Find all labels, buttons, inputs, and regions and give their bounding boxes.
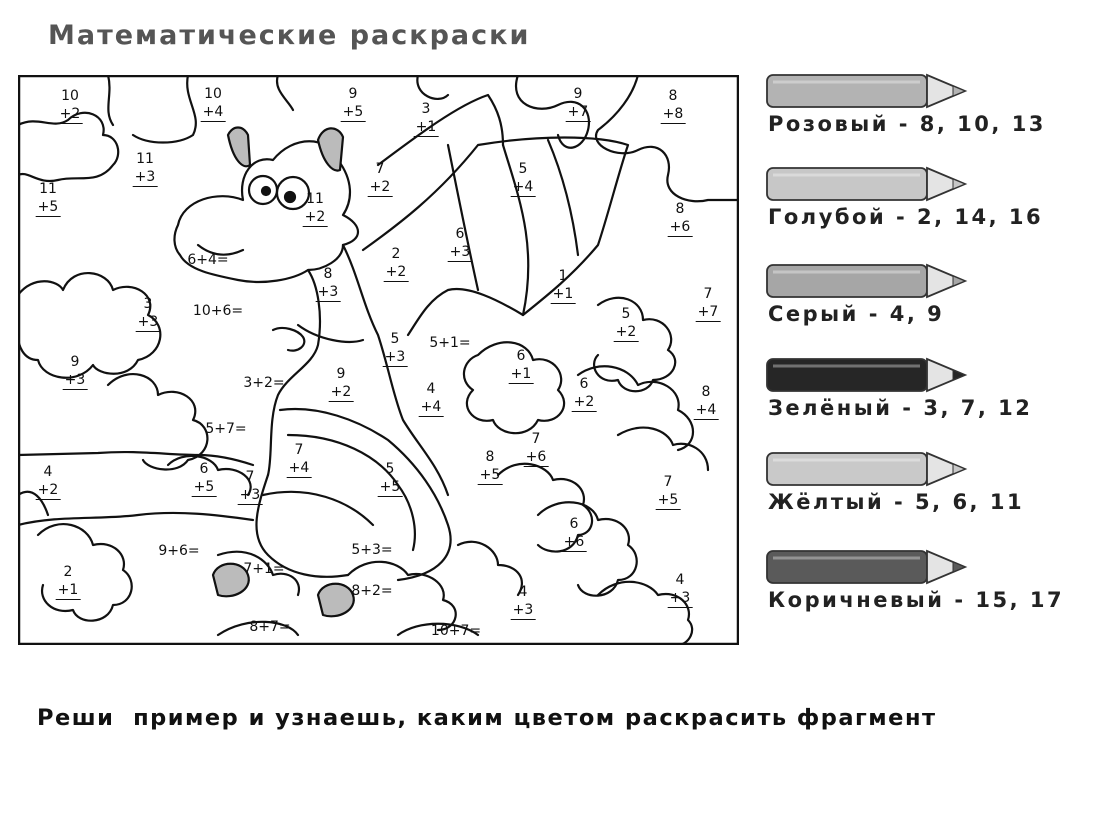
legend-label: Серый - 4, 9 bbox=[768, 302, 945, 326]
problem-addend: +5 bbox=[379, 479, 401, 495]
problem-first-number: 3 bbox=[421, 101, 431, 117]
addition-problem bbox=[329, 365, 354, 402]
problem-first-number: 5 bbox=[385, 461, 395, 477]
problem-addend: +6 bbox=[563, 534, 585, 550]
addition-problem bbox=[136, 295, 161, 332]
expression-label: 10+6= bbox=[192, 303, 244, 319]
expression-label: 5+7= bbox=[205, 421, 247, 437]
expression-label: 7+1= bbox=[243, 561, 285, 577]
addition-problem bbox=[614, 305, 639, 342]
problem-first-number: 6 bbox=[579, 376, 589, 392]
addition-problem bbox=[668, 200, 693, 237]
expression-label: 8+2= bbox=[351, 583, 393, 599]
legend-item bbox=[760, 262, 1080, 350]
problem-addend: +7 bbox=[567, 104, 589, 120]
problem-first-number: 6 bbox=[199, 461, 209, 477]
problem-addend: +2 bbox=[615, 324, 637, 340]
problem-addend: +3 bbox=[669, 590, 691, 606]
addition-problem bbox=[509, 347, 534, 384]
problem-addend: +3 bbox=[134, 169, 156, 185]
expression-label: 10+7= bbox=[430, 623, 482, 639]
problem-first-number: 5 bbox=[621, 306, 631, 322]
addition-problem bbox=[524, 430, 549, 467]
problem-first-number: 7 bbox=[703, 286, 713, 302]
addition-problem bbox=[572, 375, 597, 412]
problem-first-number: 1 bbox=[558, 268, 568, 284]
problem-first-number: 8 bbox=[668, 88, 678, 104]
problem-addend: +3 bbox=[137, 314, 159, 330]
addition-problem bbox=[341, 85, 366, 122]
addition-problem bbox=[696, 285, 721, 322]
expression-label: 5+1= bbox=[429, 335, 471, 351]
addition-problem bbox=[201, 85, 226, 122]
addition-problem bbox=[384, 245, 409, 282]
addition-problem bbox=[36, 180, 61, 217]
pencil-icon bbox=[765, 262, 985, 302]
problem-addend: +3 bbox=[512, 602, 534, 618]
problem-first-number: 4 bbox=[675, 572, 685, 588]
addition-problem bbox=[566, 85, 591, 122]
problem-addend: +4 bbox=[420, 399, 442, 415]
addition-problem bbox=[414, 100, 439, 137]
addition-problem bbox=[383, 330, 408, 367]
problem-addend: +3 bbox=[317, 284, 339, 300]
legend-item bbox=[760, 72, 1080, 160]
addition-problem bbox=[56, 563, 81, 600]
pencil-icon bbox=[765, 165, 985, 205]
addition-problem bbox=[316, 265, 341, 302]
problem-addend: +1 bbox=[510, 366, 532, 382]
problem-addend: +5 bbox=[193, 479, 215, 495]
addition-problem bbox=[448, 225, 473, 262]
addition-problem bbox=[419, 380, 444, 417]
addition-problem bbox=[511, 583, 536, 620]
addition-problem bbox=[656, 473, 681, 510]
addition-problem bbox=[694, 383, 719, 420]
problem-addend: +6 bbox=[525, 449, 547, 465]
problem-first-number: 9 bbox=[336, 366, 346, 382]
problem-addend: +4 bbox=[288, 460, 310, 476]
problem-first-number: 6 bbox=[455, 226, 465, 242]
legend-item bbox=[760, 165, 1080, 253]
legend-item bbox=[760, 548, 1080, 636]
problem-addend: +6 bbox=[669, 219, 691, 235]
problem-addend: +4 bbox=[695, 402, 717, 418]
problem-first-number: 11 bbox=[136, 151, 154, 167]
instruction-text: Реши пример и узнаешь, каким цветом раскрасить фрагмент bbox=[37, 705, 937, 731]
legend-label: Зелёный - 3, 7, 12 bbox=[768, 396, 1033, 420]
addition-problem bbox=[668, 571, 693, 608]
expression-label: 6+4= bbox=[187, 252, 229, 268]
problem-first-number: 11 bbox=[39, 181, 57, 197]
problem-first-number: 9 bbox=[573, 86, 583, 102]
problem-first-number: 4 bbox=[518, 584, 528, 600]
problem-addend: +5 bbox=[657, 492, 679, 508]
problem-first-number: 10 bbox=[204, 86, 222, 102]
addition-problem bbox=[58, 87, 83, 124]
problem-first-number: 9 bbox=[348, 86, 358, 102]
legend-label: Голубой - 2, 14, 16 bbox=[768, 205, 1044, 229]
problem-first-number: 2 bbox=[391, 246, 401, 262]
problem-addend: +4 bbox=[512, 179, 534, 195]
addition-problem bbox=[192, 460, 217, 497]
problem-first-number: 8 bbox=[675, 201, 685, 217]
problem-first-number: 8 bbox=[323, 266, 333, 282]
pencil-icon bbox=[765, 72, 985, 112]
coloring-picture bbox=[18, 75, 739, 645]
pencil-icon bbox=[765, 356, 985, 396]
addition-problem bbox=[511, 160, 536, 197]
problem-addend: +5 bbox=[479, 467, 501, 483]
problem-first-number: 7 bbox=[245, 469, 255, 485]
problem-addend: +3 bbox=[239, 487, 261, 503]
addition-problem bbox=[133, 150, 158, 187]
problem-addend: +5 bbox=[342, 104, 364, 120]
problem-addend: +7 bbox=[697, 304, 719, 320]
page-title: Математические раскраски bbox=[48, 20, 531, 51]
problem-first-number: 7 bbox=[294, 442, 304, 458]
problem-addend: +1 bbox=[552, 286, 574, 302]
problem-addend: +1 bbox=[57, 582, 79, 598]
addition-problem bbox=[36, 463, 61, 500]
legend-label: Жёлтый - 5, 6, 11 bbox=[768, 490, 1025, 514]
problem-first-number: 2 bbox=[63, 564, 73, 580]
problem-first-number: 6 bbox=[516, 348, 526, 364]
problem-addend: +3 bbox=[64, 372, 86, 388]
problem-first-number: 5 bbox=[390, 331, 400, 347]
legend-label: Коричневый - 15, 17 bbox=[768, 588, 1065, 612]
legend-label: Розовый - 8, 10, 13 bbox=[768, 112, 1046, 136]
problem-first-number: 5 bbox=[518, 161, 528, 177]
pencil-icon bbox=[765, 450, 985, 490]
problem-addend: +2 bbox=[37, 482, 59, 498]
expression-label: 9+6= bbox=[158, 543, 200, 559]
problem-first-number: 8 bbox=[701, 384, 711, 400]
problem-addend: +3 bbox=[384, 349, 406, 365]
problem-addend: +8 bbox=[662, 106, 684, 122]
problem-first-number: 3 bbox=[143, 296, 153, 312]
problem-first-number: 9 bbox=[70, 354, 80, 370]
expression-label: 3+2= bbox=[243, 375, 285, 391]
addition-problem bbox=[661, 87, 686, 124]
problem-addend: +2 bbox=[59, 106, 81, 122]
legend-item bbox=[760, 356, 1080, 444]
problem-first-number: 4 bbox=[43, 464, 53, 480]
problem-first-number: 11 bbox=[306, 191, 324, 207]
problem-addend: +2 bbox=[573, 394, 595, 410]
problem-first-number: 6 bbox=[569, 516, 579, 532]
addition-problem bbox=[478, 448, 503, 485]
problem-first-number: 7 bbox=[663, 474, 673, 490]
addition-problem bbox=[287, 441, 312, 478]
addition-problem bbox=[238, 468, 263, 505]
addition-problem bbox=[303, 190, 328, 227]
problem-first-number: 10 bbox=[61, 88, 79, 104]
problem-addend: +1 bbox=[415, 119, 437, 135]
problem-addend: +5 bbox=[37, 199, 59, 215]
problem-addend: +3 bbox=[449, 244, 471, 260]
problem-first-number: 4 bbox=[426, 381, 436, 397]
problem-addend: +4 bbox=[202, 104, 224, 120]
addition-problem bbox=[63, 353, 88, 390]
problem-first-number: 7 bbox=[531, 431, 541, 447]
addition-problem bbox=[378, 460, 403, 497]
addition-problem bbox=[368, 160, 393, 197]
problem-first-number: 7 bbox=[375, 161, 385, 177]
legend-item bbox=[760, 450, 1080, 538]
problem-addend: +2 bbox=[369, 179, 391, 195]
addition-problem bbox=[551, 267, 576, 304]
expression-label: 8+7= bbox=[249, 619, 291, 635]
expression-label: 5+3= bbox=[351, 542, 393, 558]
addition-problem bbox=[562, 515, 587, 552]
problem-first-number: 8 bbox=[485, 449, 495, 465]
problem-addend: +2 bbox=[330, 384, 352, 400]
pencil-icon bbox=[765, 548, 985, 588]
problem-addend: +2 bbox=[304, 209, 326, 225]
problem-addend: +2 bbox=[385, 264, 407, 280]
